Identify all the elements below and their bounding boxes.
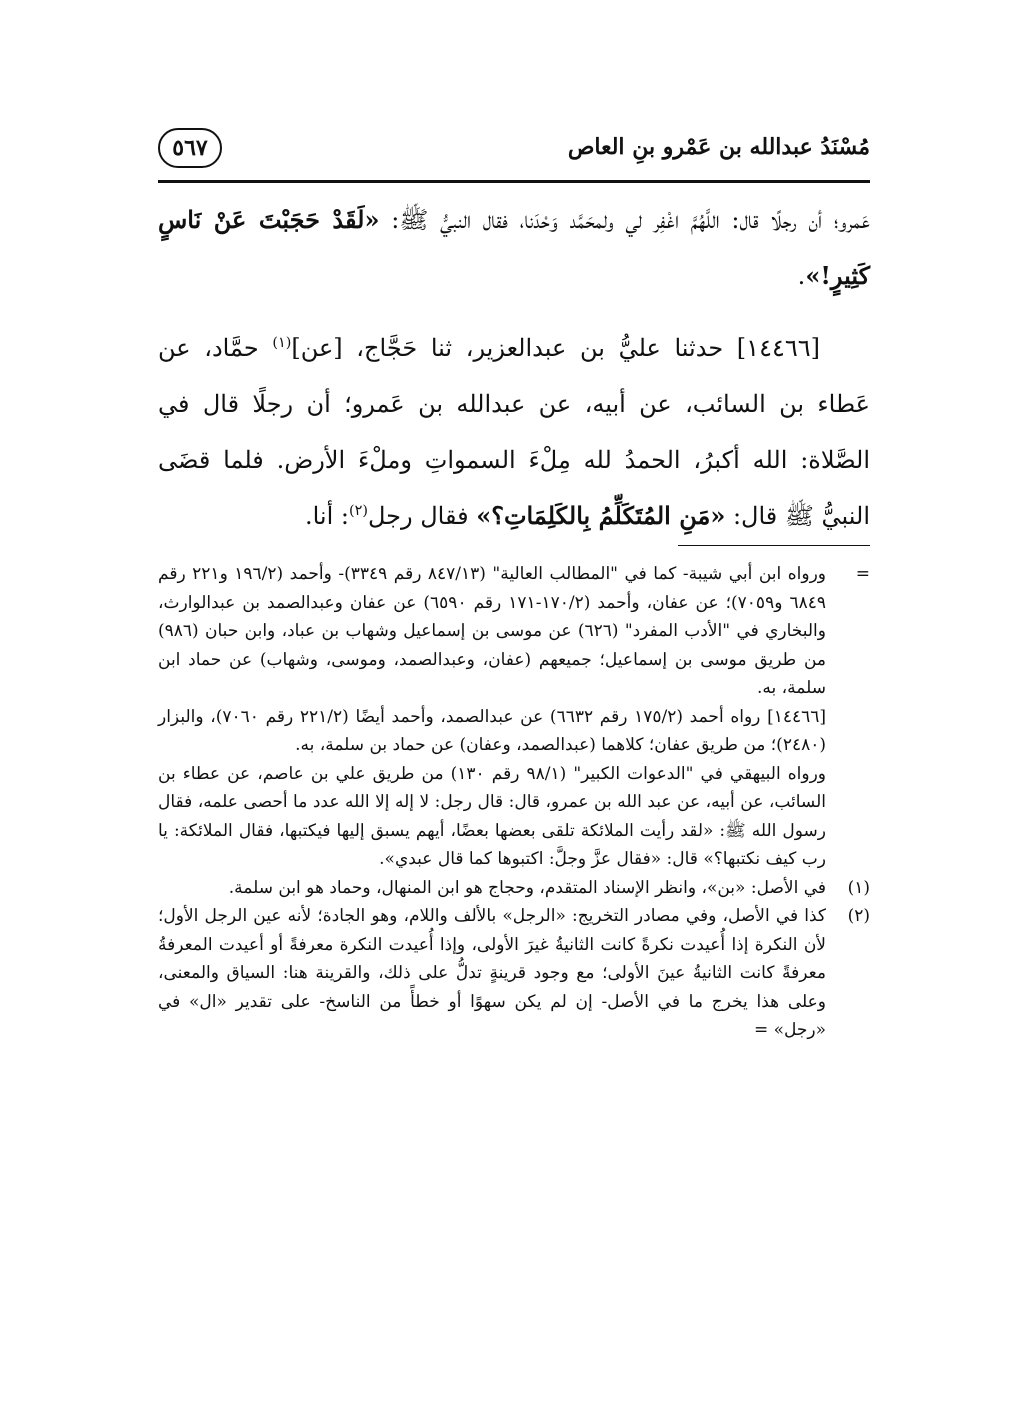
footnote-item	[158, 703, 870, 874]
header-divider	[158, 180, 870, 183]
footnote-text: [١٤٤٦٦] رواه أحمد (١٧٥/٢ رقم ٦٦٣٢) عن عبدالصمد، وأحمد أيضًا (٢٢١/٢ رقم ٧٠٦٠)، والبزار (٢٤٨٠)؛ من طريق عفان؛ كلاهما (عبدالصمد، وعفان) عن حماد بن سلمة، به.	[158, 706, 826, 755]
footnote-divider	[678, 545, 870, 546]
footnote-text: ورواه ابن أبي شيبة- كما في "المطالب العالية" (٨٤٧/١٣ رقم ٣٣٤٩)- وأحمد (١٩٦/٢ و٢٢١ رقم ٦٨٤٩ و٧٠٥٩)؛ عن عفان، وأحمد (١٧٠/٢-١٧١ رقم ٦٥٩٠) عن عفان وعبدالصمد بن عبدالوارث، والبخاري في "الأدب المفرد" (٦٢٦) عن موسى بن إسماعيل وشهاب بن عباد، وابن حبان (٩٨٦) من طريق موسى بن إسماعيل؛ جميعهم (عفان، وعبدالصمد، وموسى، وشهاب) عن حماد ابن سلمة، به.	[158, 564, 826, 698]
footnote-item	[158, 902, 870, 1045]
text-run: عَمرو؛ أن رجلًا قال: اللَّهُمَّ اغْفِر لي ولمحَمَّد وَحْدَنا، فقال النبيُّ ﷺ:	[379, 206, 870, 234]
text-run: [١٤٤٦٦] حدثنا عليُّ بن عبدالعزير، ثنا حَجَّاج، [عن]	[291, 334, 820, 362]
text-run: فقال رجل	[367, 502, 477, 530]
main-text	[158, 192, 870, 544]
prophet-quote: «لَقَدْ حَجَبْتَ عَنْ نَاسٍ كَثِيرٍ!»	[158, 205, 870, 290]
footnote-text: في الأصل: «بن»، وانظر الإسناد المتقدم، وحجاج هو ابن المنهال، وحماد هو ابن سلمة.	[228, 877, 826, 898]
footnote-text: ورواه البيهقي في "الدعوات الكبير" (٩٨/١ رقم ١٣٠) من طريق علي بن عاصم، عن عطاء بن السائب، عن أبيه، عن عبد الله بن عمرو، قال: قال رجل: لا إله إلا الله عدد ما أحصى علمه، فقال رسول الله ﷺ: «لقد رأيت الملائكة تلقى بعضها بعضًا، أيهم يسبق إليها فيكتبها، فقال الملائكة: يا رب كيف نكتبها؟» قال: «فقال عزَّ وجلَّ: اكتبوها كما قال عبدي».	[158, 763, 826, 869]
text-run: حمَّاد، عن عَطاء بن السائب، عن أبيه، عن عبدالله بن عَمرو؛ أن رجلًا قال في الصَّلاة: الله أكبرُ، الحمدُ لله مِلْءَ السمواتِ وملْءَ الأرض. فلما قضَى النبيُّ ﷺ قال:	[158, 334, 870, 530]
footnote-mark: =	[855, 564, 870, 584]
footnote-item	[158, 560, 870, 703]
running-header	[158, 122, 870, 184]
header-title: مُسْنَدُ عبدالله بن عَمْرو بنِ العاص	[567, 134, 870, 160]
footnote-text: كذا في الأصل، وفي مصادر التخريج: «الرجل» بالألف واللام، وهو الجادة؛ لأنه عين الرجل الأول؛ لأن النكرة إذا أُعيدت نكرةً كانت الثانيةُ غيرَ الأولى، وإذا أُعيدت النكرة معرفةً أو أعيدت المعرفةُ معرفةً كانت الثانيةُ عينَ الأولى؛ مع وجود قرينةٍ تدلُّ على ذلك، والقرينة هنا: السياق والمعنى، وعلى هذا يخرج ما في الأصل- إن لم يكن سهوًا أو خطأً من الناسخ- على تقدير «ال» في «رجل» =	[158, 906, 827, 1040]
prophet-quote: «مَنِ المُتَكَلِّمُ بِالكَلِمَاتِ؟»	[476, 501, 726, 530]
footnote-item	[158, 874, 870, 903]
page-number: ٥٦٧	[158, 128, 222, 168]
footnote-ref-1: (١)	[272, 335, 292, 351]
text-run: .	[797, 262, 806, 290]
text-run: : أنا.	[304, 502, 349, 530]
footnote-mark: (٢)	[847, 906, 870, 926]
paragraph-continuation	[158, 192, 870, 304]
footnotes	[158, 560, 870, 1045]
hadith-paragraph	[158, 320, 870, 544]
footnote-ref-2: (٢)	[348, 503, 368, 519]
footnote-mark: (١)	[847, 877, 870, 898]
